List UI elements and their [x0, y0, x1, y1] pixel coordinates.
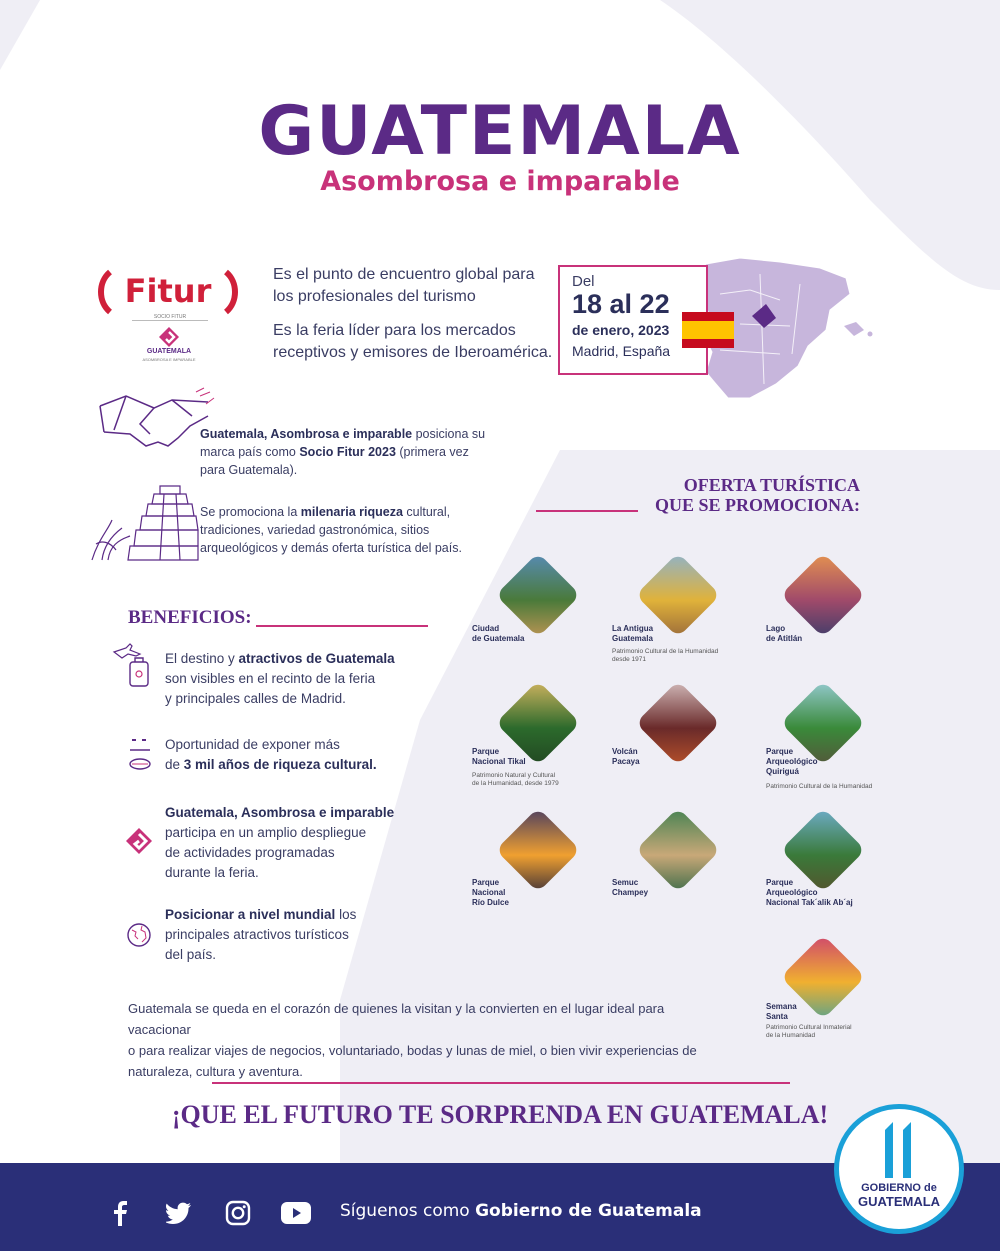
- benefit-1-text: El destino y: [165, 651, 239, 666]
- gt-logo-mark-icon: [158, 326, 180, 348]
- destination-name-line: Volcán: [612, 747, 638, 756]
- benefit-2-bold: 3 mil años de riqueza cultural.: [183, 757, 377, 772]
- destination-note: [766, 1024, 852, 1040]
- destination-note: [472, 772, 559, 788]
- event-place: Madrid, España: [572, 343, 671, 359]
- fitur-line-1: Es el punto de encuentro global para: [273, 266, 535, 283]
- follow-text-label: Síguenos como: [340, 1201, 476, 1221]
- follow-text: [340, 1201, 702, 1221]
- destination-name-line: Parque: [766, 747, 794, 756]
- facebook-icon[interactable]: [108, 1200, 132, 1226]
- pyramid-icon: [88, 480, 200, 564]
- fitur-logo-small: SOCIO FITUR: [153, 314, 187, 320]
- benefits-heading-line: [256, 625, 428, 627]
- destination-note: [612, 648, 718, 664]
- closing-line-3: naturaleza, cultura y aventura.: [128, 1064, 303, 1079]
- benefit-2: [165, 735, 425, 775]
- promo-line-2: tradiciones, variedad gastronómica, sitios: [200, 523, 430, 537]
- globe-icon: [126, 922, 152, 948]
- slogan: ¡QUE EL FUTURO TE SORPRENDA EN GUATEMALA!: [171, 1100, 829, 1129]
- fitur-line-4: receptivos y emisores de Iberoamérica.: [273, 344, 553, 361]
- destination-name-line: de Guatemala: [472, 634, 525, 643]
- handshake-icon: [96, 386, 216, 450]
- guatemala-brand-icon: [124, 826, 154, 856]
- travel-luggage-icon: [110, 642, 154, 690]
- destination-note-line: Patrimonio Cultural de la Humanidad: [766, 783, 873, 790]
- fitur-description: [273, 264, 563, 364]
- offer-heading-rule: [536, 510, 638, 512]
- destination-name: [766, 747, 818, 777]
- page-title: GUATEMALA: [258, 92, 742, 171]
- destination-name-line: Parque: [766, 878, 794, 887]
- benefit-1-bold: atractivos de Guatemala: [238, 651, 395, 666]
- destination-name-line: Arqueológico: [766, 888, 818, 897]
- benefit-4-text: los: [335, 907, 357, 922]
- fitur-logo-text: Fitur: [124, 272, 212, 310]
- destination-name-line: Champey: [612, 888, 649, 897]
- destination-name: [766, 1002, 797, 1022]
- benefit-4-line-2: principales atractivos turísticos: [165, 927, 349, 942]
- benefit-1: [165, 649, 425, 709]
- destination-name: [612, 624, 653, 644]
- government-pillars-icon: [879, 1122, 919, 1178]
- event-month: de enero, 2023: [572, 322, 670, 338]
- benefit-3-line-2: participa en un amplio despliegue: [165, 825, 367, 840]
- destination-note-line: de la Humanidad, desde 1979: [472, 780, 559, 787]
- partner-text-2: marca país como: [200, 445, 300, 459]
- destination-name-line: Guatemala: [612, 634, 653, 643]
- promo-text: [200, 503, 500, 557]
- destination-name: [472, 747, 526, 767]
- destination-name: [766, 624, 802, 644]
- culture-icon: [126, 736, 154, 772]
- destination-name-line: Quiriguá: [766, 767, 799, 776]
- follow-text-bold[interactable]: Gobierno de Guatemala: [475, 1201, 702, 1221]
- destination-name-line: Santa: [766, 1012, 788, 1021]
- destination-name-line: Nacional Tikal: [472, 757, 526, 766]
- offer-heading-line-1: OFERTA TURÍSTICA: [683, 475, 860, 495]
- destination-name-line: Río Dulce: [472, 898, 509, 907]
- partner-text: [200, 425, 500, 479]
- destination-name: [472, 624, 524, 644]
- destination-name-line: de Atitlán: [766, 634, 803, 643]
- destination-name: [612, 878, 648, 898]
- partner-text-1: posiciona su: [412, 427, 486, 441]
- destination-name: [612, 747, 640, 767]
- benefit-3-line-4: durante la feria.: [165, 865, 259, 880]
- destination-name: [766, 878, 853, 908]
- destination-name-line: Parque: [472, 878, 500, 887]
- partner-text-4: para Guatemala).: [200, 463, 298, 477]
- benefit-1-line-3: y principales calles de Madrid.: [165, 691, 346, 706]
- government-logo-line-1: GOBIERNO de: [861, 1182, 937, 1194]
- event-del: Del: [572, 273, 595, 290]
- destination-name-line: Parque: [472, 747, 500, 756]
- closing-line-1: Guatemala se queda en el corazón de quienes la visitan y la convierten en el lugar ideal para vacacionar: [128, 1001, 665, 1037]
- destination-name-line: Semuc: [612, 878, 639, 887]
- fitur-logo: [96, 268, 240, 316]
- government-logo: [834, 1104, 964, 1234]
- partner-bold-2: Socio Fitur 2023: [299, 445, 396, 459]
- youtube-icon[interactable]: [281, 1202, 311, 1224]
- destination-name-line: Nacional: [472, 888, 506, 897]
- page-subtitle: Asombrosa e imparable: [320, 166, 680, 197]
- destination-note-line: Patrimonio Natural y Cultural: [472, 772, 556, 779]
- destination-note-line: desde 1971: [612, 656, 646, 663]
- destination-note-line: Patrimonio Cultural de la Humanidad: [612, 648, 719, 655]
- promo-text-2: cultural,: [402, 505, 451, 519]
- gt-logo-divider: [132, 320, 208, 321]
- benefit-4-line-3: del país.: [165, 947, 217, 962]
- partner-text-3: (primera vez: [395, 445, 469, 459]
- spain-flag-icon: [682, 312, 734, 348]
- benefit-2-line-1: Oportunidad de exponer más: [165, 737, 340, 752]
- promo-bold-1: milenaria riqueza: [300, 505, 403, 519]
- destination-name-line: Arqueológico: [766, 757, 818, 766]
- instagram-icon[interactable]: [225, 1200, 251, 1226]
- fitur-line-2: los profesionales del turismo: [273, 288, 476, 305]
- destination-name-line: Ciudad: [472, 624, 500, 633]
- offer-heading-line-2: QUE SE PROMOCIONA:: [654, 495, 860, 515]
- event-dates: 18 al 22: [572, 289, 670, 319]
- benefits-heading: BENEFICIOS:: [128, 607, 252, 628]
- fitur-line-3: Es la feria líder para los mercados: [273, 322, 516, 339]
- benefit-1-line-2: son visibles en el recinto de la feria: [165, 671, 376, 686]
- destination-note: [766, 783, 872, 791]
- destination-name-line: Lago: [766, 624, 786, 633]
- government-logo-line-2: GUATEMALA: [857, 1194, 941, 1209]
- benefit-2-text: de: [165, 757, 184, 772]
- partner-bold-1: Guatemala, Asombrosa e imparable: [200, 427, 413, 441]
- destination-name-line: Nacional Tak´alik Ab´aj: [766, 898, 853, 907]
- benefit-4: [165, 905, 425, 965]
- promo-line-3: arqueológicos y demás oferta turística del país.: [200, 541, 462, 555]
- benefit-3-bold: Guatemala, Asombrosa e imparable: [165, 805, 395, 820]
- gt-logo-small: ASOMBROSA E IMPARABLE: [142, 357, 196, 362]
- destination-name-line: Pacaya: [612, 757, 640, 766]
- promo-text-1: Se promociona la: [200, 505, 301, 519]
- slogan-rule: [212, 1082, 790, 1084]
- destination-name: [472, 878, 509, 908]
- benefit-3-line-3: de actividades programadas: [165, 845, 335, 860]
- closing-line-2: o para realizar viajes de negocios, voluntariado, bodas y lunas de miel, o bien vivir experiencias de: [128, 1043, 697, 1058]
- destination-name-line: Semana: [766, 1002, 797, 1011]
- destination-note-line: Patrimonio Cultural Inmaterial: [766, 1024, 852, 1031]
- benefit-3: [165, 803, 425, 883]
- gt-logo-text: GUATEMALA: [146, 348, 192, 355]
- destination-name-line: La Antigua: [612, 624, 654, 633]
- twitter-icon[interactable]: [166, 1202, 192, 1224]
- destination-note-line: de la Humanidad: [766, 1032, 816, 1039]
- benefit-4-bold: Posicionar a nivel mundial: [165, 907, 336, 922]
- closing-paragraph: [128, 998, 698, 1082]
